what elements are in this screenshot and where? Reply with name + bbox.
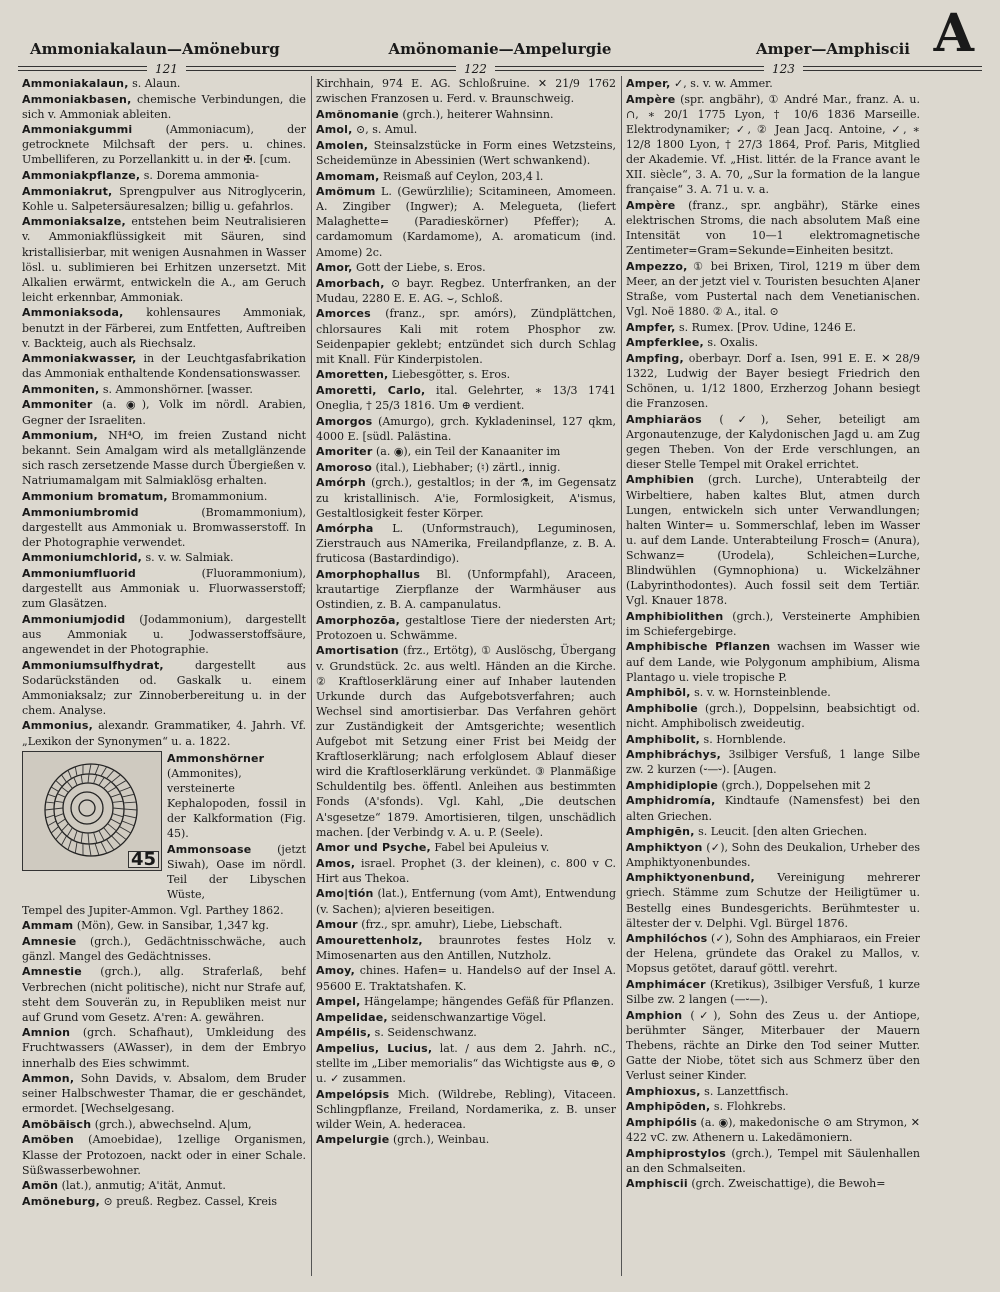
dictionary-entry bbox=[316, 475, 616, 520]
dictionary-entry bbox=[22, 612, 306, 657]
page-number-left: 121 bbox=[147, 62, 186, 76]
entry-text: Sohn Davids, v. Absalom, dem Bruder seiner Halbschwester Thamar, die er geschändet, ermordet. [Wechselgesang. bbox=[22, 1072, 306, 1116]
header-right: Amper—Amphiscii bbox=[755, 40, 910, 58]
entry-term: Amnion bbox=[22, 1026, 71, 1040]
dictionary-entry bbox=[626, 1084, 920, 1099]
entry-text: (lat.), anmutig; A'ität, Anmut. bbox=[58, 1179, 226, 1193]
dictionary-entry bbox=[22, 92, 306, 122]
dictionary-entry bbox=[316, 613, 616, 643]
entry-text: ⊙ bayr. Regbez. Unterfranken, an der Mudau, 2280 E. E. AG. ⌣, Schloß. bbox=[316, 276, 616, 305]
dictionary-entry bbox=[22, 934, 306, 964]
entry-text: (grch.), heiterer Wahnsinn. bbox=[398, 107, 554, 121]
entry-text: (Fluorammonium), dargestellt aus Ammoniak u. Fluorwasserstoff; zum Glasätzen. bbox=[22, 567, 306, 611]
entry-text: s. Seidenschwanz. bbox=[371, 1026, 477, 1040]
dictionary-entry bbox=[316, 1041, 616, 1086]
entry-term: Amphibolit, bbox=[626, 732, 701, 746]
entry-text: s. Lanzettfisch. bbox=[700, 1084, 789, 1098]
entry-text: chines. Hafen= u. Handels⊙ auf der Insel A. 95600 E. Traktatshafen. K. bbox=[316, 964, 616, 993]
entry-text: Steinsalzstücke in Form eines Wetzsteins, Scheidemünze in Abessinien (Wert schwankend). bbox=[316, 138, 616, 167]
dictionary-entry bbox=[626, 259, 920, 319]
figure-row bbox=[22, 751, 306, 903]
entry-text: (Jodammonium), dargestellt aus Ammoniak u. Jodwasserstoffsäure, angewendet in der Photographie. bbox=[22, 612, 306, 656]
dictionary-entry bbox=[22, 1071, 306, 1116]
figure-side-text bbox=[167, 751, 306, 903]
entry-text: Bl. (Unformpfahl), Araceen, krautartige Zierpflanze der Warmhäuser aus Ostindien, z. B. A. campanulatus. bbox=[316, 568, 616, 612]
entry-term: Ampelópsis bbox=[316, 1087, 390, 1101]
entry-text: Kirchhain, 974 E. AG. Schloßruine. ✕ 21/9 1762 zwischen Franzosen u. Ferd. v. Braunschweig. bbox=[316, 77, 616, 106]
dictionary-entry bbox=[626, 685, 920, 700]
dictionary-entry bbox=[22, 168, 306, 183]
dictionary-entry bbox=[316, 1025, 616, 1040]
entry-term: Ampère bbox=[626, 198, 676, 212]
dictionary-entry bbox=[316, 643, 616, 839]
dictionary-entry bbox=[316, 1010, 616, 1025]
column-1 bbox=[22, 76, 306, 1276]
entry-term: Amphidiplopie bbox=[626, 778, 719, 792]
entry-text: L. (Unformstrauch), Leguminosen, Zierstrauch aus NAmerika, Freilandpflanze, z. B. A. fruticosa (Bastardindigo). bbox=[316, 522, 616, 566]
entry-text: ⊙ preuß. Regbez. Cassel, Kreis bbox=[100, 1194, 278, 1208]
dictionary-entry bbox=[316, 169, 616, 184]
dictionary-entry bbox=[626, 1099, 920, 1114]
entry-term: Ammoniakbasen, bbox=[22, 92, 132, 106]
dictionary-entry bbox=[626, 92, 920, 198]
entry-term: Ammoniakgummi bbox=[22, 123, 133, 137]
dictionary-entry bbox=[316, 963, 616, 993]
entry-term: Ampelurgie bbox=[316, 1133, 390, 1147]
entry-text: braunrotes festes Holz v. Mimosenarten aus den Antillen, Nutzholz. bbox=[316, 933, 616, 962]
dictionary-entry bbox=[22, 718, 306, 748]
dictionary-entry bbox=[316, 1087, 616, 1132]
entry-term: Amphimácer bbox=[626, 978, 706, 992]
dictionary-entry bbox=[626, 824, 920, 839]
dictionary-entry bbox=[626, 1176, 920, 1191]
dictionary-entry bbox=[626, 639, 920, 684]
entry-term: Ammoniumjodid bbox=[22, 612, 126, 626]
dictionary-entry bbox=[626, 778, 920, 793]
dictionary-entry bbox=[22, 550, 306, 565]
dictionary-entry bbox=[316, 856, 616, 886]
dictionary-entry bbox=[626, 747, 920, 777]
entry-term: Amphibráchys, bbox=[626, 748, 722, 762]
entry-term: Amorphophallus bbox=[316, 568, 421, 581]
dictionary-entry bbox=[626, 870, 920, 930]
entry-term: Amphiaräos bbox=[626, 412, 702, 426]
dictionary-entry bbox=[626, 931, 920, 976]
entry-term: Ammonius, bbox=[22, 719, 93, 733]
entry-text: (grch. Schafhaut), Umkleidung des Fruchtwassers (AWasser), in dem der Embryo innerhalb des Eies schwimmt. bbox=[22, 1026, 306, 1070]
entry-text: chemische Verbindungen, die sich v. Ammoniak ableiten. bbox=[22, 92, 306, 121]
dictionary-entry bbox=[22, 1132, 306, 1177]
entry-term: Ammoniakrut, bbox=[22, 184, 113, 198]
entry-term: Ammam bbox=[22, 919, 74, 933]
dictionary-entry bbox=[626, 335, 920, 350]
entry-text: (a. ◉), Volk im nördl. Arabien, Gegner der Israeliten. bbox=[22, 398, 306, 427]
entry-term: Ammonshörner bbox=[167, 751, 265, 765]
entry-text: lat. / aus dem 2. Jahrh. nC., stellte im „Liber memorialis“ das Wichtigste aus ⊕, ⊙ u. ✓ zusammen. bbox=[316, 1041, 616, 1086]
entry-term: Amor, bbox=[316, 261, 353, 275]
entry-text: (Kretikus), 3silbiger Versfuß, 1 kurze Silbe zw. 2 langen (—⏑—). bbox=[626, 978, 920, 1007]
entry-text: Reismaß auf Ceylon, 203,4 l. bbox=[379, 169, 544, 183]
entry-term: Ammon, bbox=[22, 1072, 75, 1086]
dictionary-entry bbox=[22, 964, 306, 1024]
section-letter: A bbox=[933, 3, 974, 64]
entry-term: Amphibien bbox=[626, 473, 695, 487]
entry-term: Amön bbox=[22, 1179, 59, 1193]
header-center: Amönomanie—Ampelurgie bbox=[388, 40, 612, 58]
entry-text: (grch.), Tempel mit Säulenhallen an den Schmalseiten. bbox=[626, 1146, 920, 1175]
entry-term: Amphidromía, bbox=[626, 794, 716, 808]
entry-text: (Ammoniacum), der getrocknete Milchsaft der pers. u. chines. Umbelliferen, zu Porzellankitt u. in der ✠. [cum. bbox=[22, 123, 306, 167]
dictionary-entry bbox=[22, 184, 306, 214]
entry-term: Amphioxus, bbox=[626, 1084, 701, 1098]
entry-text: ⊙, s. Amul. bbox=[352, 123, 418, 137]
entry-term: Ammoniumchlorid, bbox=[22, 551, 143, 565]
entry-text: kohlensaures Ammoniak, benutzt in der Färberei, zum Entfetten, Auftreiben v. Backteig, auch als Riechsalz. bbox=[22, 306, 306, 350]
entry-term: Amorces bbox=[316, 307, 371, 321]
entry-text: israel. Prophet (3. der kleinen), c. 800 v C. Hirt aus Thekoa. bbox=[316, 856, 616, 885]
dictionary-entry bbox=[316, 521, 616, 566]
dictionary-entry bbox=[626, 840, 920, 870]
entry-text: (grch.), Gedächtnisschwäche, auch gänzl. Mangel des Gedächtnisses. bbox=[22, 934, 306, 963]
dictionary-entry bbox=[316, 460, 616, 475]
entry-text: seidenschwanzartige Vögel. bbox=[387, 1010, 547, 1024]
entry-text: Tempel des Jupiter-Ammon. Vgl. Parthey 1862. bbox=[22, 903, 284, 917]
dictionary-entry bbox=[22, 658, 306, 718]
entry-term: Amphibolie bbox=[626, 701, 698, 715]
entry-text: (grch.), abwechselnd. A|um, bbox=[91, 1117, 252, 1131]
entry-text: (grch.), Weinbau. bbox=[389, 1133, 490, 1147]
entry-text: dargestellt aus Sodarückständen od. Gaskalk u. einem Ammoniaksalz; zur Zinnoberbereitung u. in der chem. Analyse. bbox=[22, 658, 306, 717]
entry-term: Ampfer, bbox=[626, 320, 676, 334]
entry-text: (grch.), Doppelsehen mit 2 bbox=[718, 778, 871, 792]
entry-text: (✓), Sohn des Zeus u. der Antiope, berühmter Sänger, Miterbauer der Mauern Thebens, rächte an Dirke den Tod seiner Mutter. Gatte der Niobe, tötet sich aus Schmerz über den Verlust seiner Kinder. bbox=[626, 1008, 920, 1083]
dictionary-entry bbox=[22, 305, 306, 350]
entry-term: Amphipólis bbox=[626, 1115, 697, 1129]
entry-text: (Amurgo), grch. Kykladeninsel, 127 qkm, 4000 E. [südl. Palästina. bbox=[316, 414, 616, 443]
dictionary-entry bbox=[626, 472, 920, 608]
entry-term: Ammoniumbromid bbox=[22, 505, 139, 519]
dictionary-entry bbox=[316, 933, 616, 963]
entry-term: Amolen, bbox=[316, 138, 369, 152]
dictionary-entry bbox=[626, 412, 920, 472]
entry-term: Amoy, bbox=[316, 964, 356, 978]
entry-term: Amoroso bbox=[316, 460, 373, 474]
entry-term: Amnestie bbox=[22, 965, 82, 979]
entry-term: Amönomanie bbox=[316, 107, 399, 121]
dictionary-entry bbox=[22, 489, 306, 504]
entry-text: L. (Gewürzlilie); Scitamineen, Amomeen. A. Zingiber (Ingwer); A. Meleguetа, (liefert Malaghette= (Paradieskörner) Pfeffer); A. cardamomum (Kardamome), A. aromaticum (ind. Amome) 2c. bbox=[316, 185, 616, 259]
entry-term: Amphilóchos bbox=[626, 932, 708, 946]
entry-text: NH⁴O, im freien Zustand nicht bekannt. Sein Amalgam wird als metallglänzende sich rasch zersetzende Masse durch Übergießen v. Natriumamalgam mit Salmiaklösg erhalten. bbox=[22, 429, 306, 488]
entry-term: Ammoniumfluorid bbox=[22, 567, 136, 580]
entry-term: Ampelidae, bbox=[316, 1010, 388, 1024]
entry-text: Bromammonium. bbox=[167, 490, 268, 504]
entry-text: Fabel bei Apuleius v. bbox=[430, 841, 550, 855]
entry-text: (grch. Lurche), Unterabteilg der Wirbeltiere, haben kaltes Blut, atmen durch Lungen, entwickeln sich unter Verwandlungen; halten Winter= u. Sommerschlaf, leben im Wasser u. auf dem Lande. Unterabteilung Frosch= (Anura), Schwanz= (Urodela), Schleichen=Lurche, Blindwühlen (Gymnophiona) u. Wickelzähner (Labyrinthodontes). Auch fossil seit dem Tertiär. Vgl. Knauer 1878. bbox=[626, 473, 920, 608]
dictionary-entry bbox=[316, 138, 616, 168]
dictionary-entry bbox=[22, 918, 306, 933]
entry-ammonsoase bbox=[167, 842, 306, 902]
entry-term: Amoriter bbox=[316, 445, 373, 459]
entry-text: (franz., spr. amórs), Zündplättchen, chlorsaures Kali mit rotem Phosphor zw. Seidenpapier geklebt; entzündet sich durch Schlag mit Knall. Für Kinderpistolen. bbox=[316, 307, 616, 366]
entry-text: (frz., Ertötg), ① Auslöschg, Übergang v. Grundstück. 2c. aus weltl. Händen an die Kirche. ② Kraftloserklärung einer auf Inhaber lautenden Urkunde durch das Aufgebotsverfahren; auch Wechsel sind amortisierbar. Das Verfahren gehört zur Zuständigkeit der Amtsgerichte; wesentlich Aufgebot mit Setzung einer Frist bei Meidg der Kraftloserklärung; nach erfolglosem Ablauf dieser wird die Kraftloserklärung verkündet. ③ Planmäßige Schuldentilg bes. öffentl. Anleihen aus bestimmten Fonds (A'sfonds). Vgl. Kahl, „Die deutschen A'sgesetze“ 1879. Amortisieren, tilgen, unschädlich machen. [der Verbindg v. A. u. P. (Seele). bbox=[316, 644, 616, 839]
entry-term: Amórph bbox=[316, 476, 366, 490]
entry-ammonshoerner bbox=[167, 751, 306, 842]
dictionary-entry bbox=[626, 320, 920, 335]
dictionary-entry bbox=[22, 903, 306, 918]
dictionary-entry bbox=[22, 122, 306, 167]
entry-term: Ammoniakalaun, bbox=[22, 77, 129, 90]
entry-term: Amöben bbox=[22, 1133, 74, 1147]
entry-term: Amórpha bbox=[316, 522, 374, 536]
entry-text: (grch. Zweischattige), die Bewoh= bbox=[687, 1177, 886, 1191]
dictionary-entry bbox=[22, 382, 306, 397]
dictionary-entry bbox=[316, 414, 616, 444]
entry-text: (Amoebidae), 1zellige Organismen, Klasse der Protozoen, nackt oder in einer Schale. Süßwasserbewohner. bbox=[22, 1133, 306, 1177]
entry-text: wachsen im Wasser wie auf dem Lande, wie Polygonum amphibium, Alisma Plantago u. viele tropische P. bbox=[626, 640, 920, 684]
entry-text: s. v. w. Salmiak. bbox=[142, 551, 234, 565]
column-divider-1 bbox=[311, 76, 312, 1276]
entry-term: Ammoniter bbox=[22, 398, 93, 412]
entry-text: s. Flohkrebs. bbox=[710, 1100, 787, 1114]
entry-term: Amortisation bbox=[316, 644, 399, 658]
entry-term: Ampélis, bbox=[316, 1026, 372, 1040]
dictionary-entry bbox=[22, 566, 306, 611]
dictionary-entry bbox=[626, 76, 920, 91]
entry-text: ital. Gelehrter, ∗ 13/3 1741 Oneglia, † 25/3 1816. Um ⊕ verdient. bbox=[316, 383, 616, 412]
entry-term: Amphibiolithen bbox=[626, 609, 724, 623]
dictionary-entry bbox=[22, 1117, 306, 1132]
entry-term: Amphiktyon bbox=[626, 840, 703, 854]
entry-text: (jetzt Siwah), Oase im nördl. Teil der Libyschen Wüste, bbox=[167, 842, 306, 901]
entry-text: (Mön), Gew. in Sansibar, 1,347 kg. bbox=[73, 919, 270, 933]
entry-term: Amphiktyonenbund, bbox=[626, 871, 755, 885]
entry-term: Ampelius, Lucius, bbox=[316, 1041, 433, 1055]
entry-text: alexandr. Grammatiker, 4. Jahrh. Vf. „Lexikon der Synonymen“ u. a. 1822. bbox=[22, 719, 306, 748]
entry-text: (✓), Sohn des Amphiaraos, ein Freier der Helena, gründete das Orakel zu Mallos, v. Mopsus getötet, darauf göttl. verehrt. bbox=[626, 932, 920, 976]
entry-term: Amourettenholz, bbox=[316, 933, 423, 947]
entry-text: (grch.), gestaltlos; in der ⚗, im Gegensatz zu kristallinisch. A'ie, Formlosigkeit, A'ismus, Gestaltlosigkeit fester Körper. bbox=[316, 476, 616, 520]
entry-term: Ammoniumsulfhydrat, bbox=[22, 658, 164, 672]
entry-text: Vereinigung mehrerer griech. Stämme zum Schutze der Heiligtümer u. Bestellg eines Bundesgerichts. Berühmtester u. ältester der v. Delphi. Vgl. Bürgel 1876. bbox=[626, 871, 920, 930]
entry-term: Amphion bbox=[626, 1008, 683, 1022]
entry-term: Amphibische Pflanzen bbox=[626, 640, 771, 654]
dictionary-entry bbox=[316, 276, 616, 306]
dictionary-entry bbox=[22, 214, 306, 305]
entry-text: s. v. w. Hornsteinblende. bbox=[690, 686, 831, 700]
entry-term: Amphigēn, bbox=[626, 825, 695, 839]
dictionary-entry bbox=[22, 1025, 306, 1070]
entry-term: Amphibōl, bbox=[626, 686, 691, 700]
entry-term: Ampfing, bbox=[626, 351, 684, 365]
dictionary-entry bbox=[22, 76, 306, 91]
entry-term: Ampère bbox=[626, 92, 676, 106]
dictionary-entry bbox=[316, 107, 616, 122]
dictionary-entry bbox=[626, 1146, 920, 1176]
entry-term: Amor und Psyche, bbox=[316, 841, 431, 855]
entry-term: Ammoniakwasser, bbox=[22, 352, 137, 366]
page-number-right: 123 bbox=[764, 62, 803, 76]
dictionary-entry bbox=[316, 917, 616, 932]
dictionary-entry bbox=[22, 351, 306, 381]
entry-term: Amorbach, bbox=[316, 276, 385, 290]
entry-text: s. Ammonshörner. [wasser. bbox=[99, 382, 253, 396]
entry-term: Amomam, bbox=[316, 169, 380, 183]
entry-text: gestaltlose Tiere der niedersten Art; Protozoen u. Schwämme. bbox=[316, 613, 616, 642]
ammonite-figure bbox=[22, 751, 162, 871]
dictionary-entry bbox=[626, 977, 920, 1007]
entry-text: 3silbiger Versfuß, 1 lange Silbe zw. 2 kurzen (⏑—⏑). [Augen. bbox=[626, 748, 920, 777]
entry-text: (a. ◉), ein Teil der Kanaaniter im bbox=[372, 445, 561, 459]
entry-text: s. Leucit. [den alten Griechen. bbox=[694, 825, 868, 839]
entry-text: (✓), Sohn des Deukalion, Urheber des Amphiktyonenbundes. bbox=[626, 840, 920, 869]
entry-text: (grch.), allg. Straferlaß, behf Verbrechen (nicht politische), nicht nur Strafe auf, steht dem Souverän zu, in Republiken meist nur auf Grund vom Gesetz. A'ren: A. gewähren. bbox=[22, 965, 306, 1024]
entry-text: (✓), Seher, beteiligt am Argonautenzuge, der Kalydonischen Jagd u. am Zug gegen Theben. Von der Erde verschlungen, an dieser Stelle Tempel mit Orakel errichtet. bbox=[626, 412, 920, 471]
entry-term: Ammonium bromatum, bbox=[22, 490, 168, 504]
entry-term: Amöbäisch bbox=[22, 1117, 92, 1131]
entry-text: (grch.), Doppelsinn, beabsichtigt od. nicht. Amphibolisch zweideutig. bbox=[626, 701, 920, 730]
entry-term: Ampezzo, bbox=[626, 259, 688, 273]
entry-text: (grch.), Versteinerte Amphibien im Schiefergebirge. bbox=[626, 609, 920, 638]
dictionary-entry bbox=[316, 306, 616, 366]
entry-text: s. Rumex. [Prov. Udine, 1246 E. bbox=[675, 320, 857, 334]
dictionary-entry bbox=[626, 351, 920, 411]
column-3 bbox=[626, 76, 920, 1276]
entry-term: Ammonium, bbox=[22, 429, 98, 443]
entry-text: in der Leuchtgasfabrikation das Ammoniak enthaltende Kondensationswasser. bbox=[22, 352, 306, 381]
entry-text: Mich. (Wildrebe, Rebling), Vitaceen. Schlingpflanze, Freiland, Nordamerika, z. B. unser wilder Wein, A. hederacea. bbox=[316, 1087, 616, 1131]
entry-text: Hängelampe; hängendes Gefäß für Pflanzen. bbox=[360, 995, 615, 1009]
entry-term: Ammonsoase bbox=[167, 842, 252, 856]
header-left: Ammoniakalaun—Amöneburg bbox=[30, 40, 280, 58]
entry-term: Amorphozōa, bbox=[316, 613, 400, 627]
column-divider-2 bbox=[621, 76, 622, 1276]
entry-text: (Ammonites), versteinerte Kephalopoden, fossil in der Kalkformation (Fig. 45). bbox=[167, 766, 306, 841]
entry-term: Amoretti, Carlo, bbox=[316, 383, 426, 397]
entry-term: Amphiprostylos bbox=[626, 1146, 726, 1160]
entry-text: (lat.), Entfernung (vom Amt), Entwendung (v. Sachen); a|vieren beseitigen. bbox=[316, 887, 616, 916]
page-number-center: 122 bbox=[456, 62, 495, 76]
entry-text: s. Alaun. bbox=[128, 77, 181, 90]
entry-term: Ammoniaksoda, bbox=[22, 306, 124, 320]
entry-term: Amoretten, bbox=[316, 368, 389, 382]
entry-text: ✓, s. v. w. Ammer. bbox=[670, 77, 773, 90]
entry-text: Sprengpulver aus Nitroglycerin, Kohle u. Salpetersäuresalzen; billig u. gefahrlos. bbox=[22, 184, 306, 213]
entry-term: Amol, bbox=[316, 123, 353, 137]
entry-term: Amorgos bbox=[316, 414, 373, 428]
entry-text: entstehen beim Neutralisieren v. Ammoniakflüssigkeit mit Säuren, sind kristallisierbar, mit wenigen Ausnahmen in Wasser lösl. u. sublimieren bei Erhitzen unzersetzt. Mit Alkalien erwärmt, entwickeln die A., am Geruch leicht erkennbar, Ammoniak. bbox=[22, 215, 306, 304]
entry-text: (spr. angbähr), ① André Mar., franz. A. u. ∩, ∗ 20/1 1775 Lyon, † 10/6 1836 Marseille. Elektrodynamiker; ✓, ② Jean Jacq. Antoine, ✓, ∗ 12/8 1800 Lyon, † 27/3 1864, Prof. Paris, Mitglied der Akademie. Vf. „Hist. littér. de la France avant le XII. siècle“, 3. A. 70, „Sur la formation de la langue française“ 3. A. 71 u. v. a. bbox=[626, 92, 920, 197]
column-1-entries-bottom bbox=[22, 903, 306, 1209]
entry-term: Amnesie bbox=[22, 934, 77, 948]
dictionary-entry bbox=[22, 397, 306, 427]
dictionary-entry bbox=[316, 383, 616, 413]
entry-term: Amper, bbox=[626, 77, 671, 90]
running-header bbox=[30, 40, 910, 62]
entry-term: Amphiscii bbox=[626, 1177, 688, 1191]
entry-text: (Bromammonium), dargestellt aus Ammoniak u. Bromwasserstoff. In der Photographie verwendet. bbox=[22, 505, 306, 549]
entry-term: Amos, bbox=[316, 856, 356, 870]
entry-text: s. Oxalis. bbox=[703, 336, 758, 350]
entry-term: Amour bbox=[316, 918, 358, 932]
dictionary-entry bbox=[626, 701, 920, 731]
dictionary-entry bbox=[626, 609, 920, 639]
dictionary-entry bbox=[22, 428, 306, 488]
dictionary-entry bbox=[626, 1008, 920, 1083]
entry-text: ① bei Brixen, Tirol, 1219 m über dem Meer, an der jetzt viel v. Touristen besuchten A|aner Straße, vom Pustertal nach dem Venetianischen. Vgl. Noë 1880. ② A., ital. ⊙ bbox=[626, 259, 920, 318]
entry-term: Amömum bbox=[316, 185, 376, 199]
entry-text: Gott der Liebe, s. Eros. bbox=[352, 261, 486, 275]
entry-term: Ammoniaksalze, bbox=[22, 215, 126, 229]
entry-text: oberbayr. Dorf a. Isen, 991 E. E. ✕ 28/9 1322, Ludwig der Bayer besiegt Friedrich den Schönen, u. 1/12 1800, Erzherzog Johann besiegt die Franzosen. bbox=[626, 351, 920, 410]
entry-text: Liebesgötter, s. Eros. bbox=[388, 368, 511, 382]
entry-text: s. Dorema ammonia- bbox=[140, 169, 260, 183]
dictionary-entry bbox=[22, 1194, 306, 1209]
column-2 bbox=[316, 76, 616, 1276]
dictionary-entry bbox=[316, 886, 616, 916]
column-1-entries-top bbox=[22, 76, 306, 749]
entry-text: (franz., spr. angbähr), Stärke eines elektrischen Stroms, die nach absolutem Maß eine Intensität von 10—1 elektromagnetische Zentimeter=Gram=Sekunde=Einheiten besitzt. bbox=[626, 198, 920, 258]
figure-number: 45 bbox=[128, 851, 159, 868]
dictionary-entry bbox=[316, 260, 616, 275]
dictionary-entry bbox=[316, 122, 616, 137]
dictionary-entry bbox=[626, 732, 920, 747]
dictionary-entry bbox=[316, 367, 616, 382]
entry-text: Kindtaufe (Namensfest) bei den alten Griechen. bbox=[626, 794, 920, 823]
entry-text: (ital.), Liebhaber; (♮) zärtl., innig. bbox=[372, 460, 561, 474]
entry-term: Amo|tión bbox=[316, 887, 374, 901]
entry-text: (frz., spr. amuhr), Liebe, Liebschaft. bbox=[357, 918, 563, 932]
entry-term: Ammoniakpflanze, bbox=[22, 169, 141, 183]
dictionary-entry bbox=[316, 1132, 616, 1147]
entry-term: Amöneburg, bbox=[22, 1194, 101, 1208]
entry-term: Ampferklee, bbox=[626, 336, 704, 350]
dictionary-entry bbox=[626, 1115, 920, 1145]
dictionary-entry bbox=[22, 505, 306, 550]
dictionary-entry bbox=[316, 184, 616, 259]
dictionary-entry bbox=[316, 840, 616, 855]
dictionary-entry bbox=[316, 76, 616, 106]
dictionary-entry bbox=[22, 1178, 306, 1193]
entry-text: (a. ◉), makedonische ⊙ am Strymon, ✕ 422 vC. zw. Athenern u. Lakedämoniern. bbox=[626, 1115, 920, 1144]
entry-term: Ampel, bbox=[316, 995, 361, 1009]
entry-text: s. Hornblende. bbox=[700, 732, 786, 746]
dictionary-entry bbox=[316, 994, 616, 1009]
entry-term: Ammoniten, bbox=[22, 382, 100, 396]
dictionary-entry bbox=[316, 567, 616, 612]
dictionary-entry bbox=[316, 444, 616, 459]
dictionary-entry bbox=[626, 793, 920, 823]
dictionary-entry bbox=[626, 198, 920, 258]
entry-term: Amphipōden, bbox=[626, 1100, 711, 1114]
